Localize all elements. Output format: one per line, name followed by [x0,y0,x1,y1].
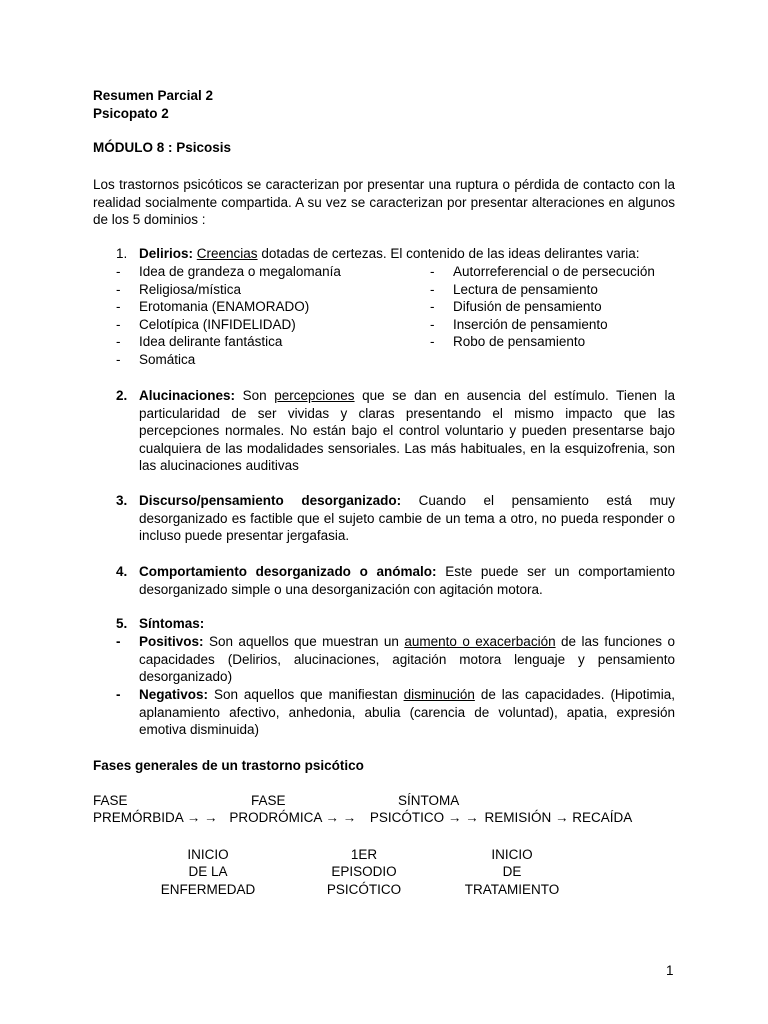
bullet-dash: - [116,334,121,349]
phase-premorbida: PREMÓRBIDA [93,810,184,825]
list-number: 3. [116,493,128,508]
list-number: 1. [116,246,128,261]
fase-top-label: FASE [93,793,128,808]
intro-paragraph: Los trastornos psicóticos se caracterizan por presentar una ruptura o pérdida de contacto con la realidad socialmente compartida. A su vez se caracterizan por presentar alteraciones en algunos de los 5 dominios : [93,177,675,228]
comportamiento-text: Este puede ser un comportamiento desorganizado simple o una desorganización con agitación motora. [139,564,675,597]
negativos-pre: Son aquellos que manifiestan [213,687,398,702]
bullet-dash: - [430,282,435,297]
positivos-label: Positivos: [139,634,204,649]
list-item: Religiosa/mística [139,282,242,297]
alucinaciones-underlined: percepciones [274,388,355,403]
marker-line: DE LA [188,864,228,879]
phase-prodromica: PRODRÓMICA [229,810,322,825]
positivos-paragraph [139,633,675,686]
positivos-underlined: aumento o exacerbación [404,634,556,649]
list-item: Erotomania (ENAMORADO) [139,299,310,314]
negativos-underlined: disminución [403,687,475,702]
marker-line: EPISODIO [331,864,397,879]
arrow-icon: → [554,810,569,825]
list-number: 5. [116,616,128,631]
phase-remision: REMISIÓN [484,810,552,825]
negativos-label: Negativos: [139,687,209,702]
bullet-dash: - [116,352,121,367]
fases-heading: Fases generales de un trastorno psicótico [93,758,364,773]
arrow-icon: → → [447,810,479,825]
list-number: 2. [116,388,128,403]
alucinaciones-rest: que se dan en ausencia del estímulo. Tienen la particularidad de ser vividas y claras presentando el mismo impacto que las percepciones normales. No están bajo el control voluntario y pueden presentarse bajo cualquiera de las modalidades sensoriales. Las más habituales, en la esquizofrenia, son las alucinaciones auditivas [139,388,675,474]
document-title: Resumen Parcial 2 [93,88,214,103]
bullet-dash: - [116,264,121,279]
bullet-dash: - [430,334,435,349]
list-item: Celotípica (INFIDELIDAD) [139,317,296,332]
marker-line: INICIO [491,847,533,862]
list-item: Difusión de pensamiento [453,299,602,314]
arrow-icon: → → [186,810,218,825]
list-item: Idea delirante fantástica [139,334,283,349]
bullet-dash: - [116,634,121,649]
delirios-rest: dotadas de certezas. El contenido de las ideas delirantes varia: [261,246,640,261]
alucinaciones-paragraph [139,387,675,475]
list-item: Idea de grandeza o megalomanía [139,264,341,279]
bullet-dash: - [430,317,435,332]
comportamiento-paragraph [139,563,675,598]
phase-psicotico: PSICÓTICO [369,810,445,825]
discurso-paragraph [139,492,675,545]
module-heading: MÓDULO 8 : Psicosis [93,140,232,155]
bullet-dash: - [116,687,121,702]
delirios-underlined: Creencias [196,246,258,261]
marker-line: PSICÓTICO [326,882,402,897]
list-item: Lectura de pensamiento [453,282,598,297]
alucinaciones-label: Alucinaciones: [139,388,236,403]
marker-line: INICIO [187,847,229,862]
list-number: 4. [116,564,128,579]
marker-line: 1ER [350,847,378,862]
list-item: Somática [139,352,196,367]
fase-top-label: SÍNTOMA [398,793,460,808]
list-item: Autorreferencial o de persecución [453,264,655,279]
positivos-pre: Son aquellos que muestran un [208,634,399,649]
sintomas-label: Síntomas: [139,616,205,631]
phase-recaida: RECAÍDA [572,810,633,825]
marker-line: DE [502,864,522,879]
discurso-text: Cuando el pensamiento está muy desorganizado es factible que el sujeto cambie de un tema a otro, no pueda responder o incluso puede presentar jergafasia. [139,493,675,544]
document-subtitle: Psicopato 2 [93,106,169,121]
negativos-paragraph [139,686,675,739]
positivos-rest: de las funciones o capacidades (Delirios, alucinaciones, agitación motora lenguaje y pensamiento desorganizado) [139,634,675,685]
phase-sequence [93,809,632,827]
page-number: 1 [666,963,674,978]
fase-top-label: FASE [251,793,286,808]
negativos-rest: de las capacidades. (Hipotimia, aplanamiento afectivo, anhedonia, abulia (carencia de voluntad), apatia, expresión emotiva disminuida) [139,687,675,738]
delirios-label: Delirios: [139,246,194,261]
marker-line: TRATAMIENTO [464,882,560,897]
comportamiento-label: Comportamiento desorganizado o anómalo: [139,564,437,579]
bullet-dash: - [430,299,435,314]
list-item: Robo de pensamiento [453,334,586,349]
bullet-dash: - [116,299,121,314]
delirios-line [139,245,640,263]
bullet-dash: - [116,282,121,297]
discurso-label: Discurso/pensamiento desorganizado: [139,493,402,508]
marker-line: ENFERMEDAD [160,882,256,897]
arrow-icon: → → [325,810,357,825]
list-item: Inserción de pensamiento [453,317,608,332]
alucinaciones-pre: Son [242,388,267,403]
bullet-dash: - [430,264,435,279]
bullet-dash: - [116,317,121,332]
